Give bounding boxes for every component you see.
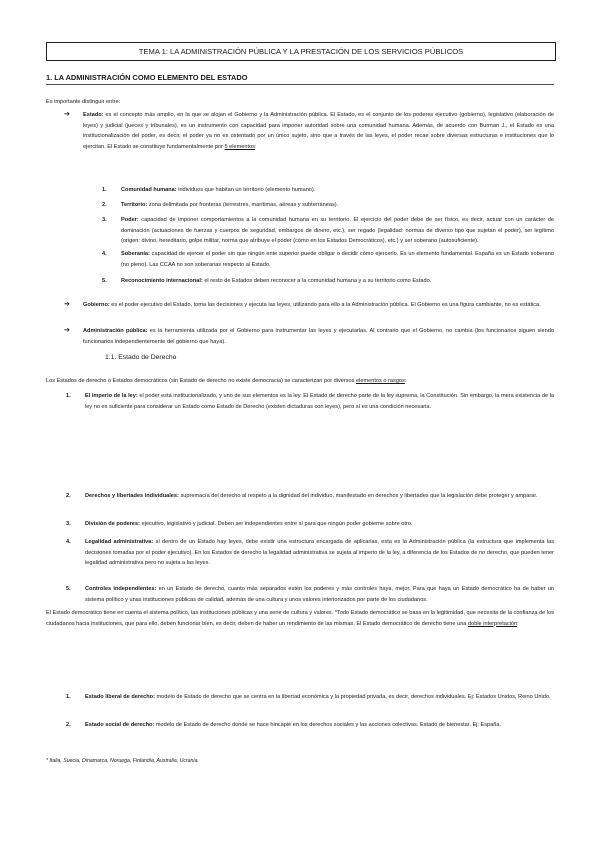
estado-label: Estado:: [83, 112, 104, 118]
element-item: [121, 185, 554, 196]
rasgo-label: Derechos y libertades individuales:: [85, 493, 179, 499]
interp-item: [85, 720, 554, 731]
rasgos-intro-text: Los Estados de derecho o Estados democráticos (sin Estado de derecho no existe democracia) se caracterizan por diversos: [46, 378, 355, 384]
gobierno-label: Gobierno:: [83, 302, 110, 308]
rasgo-item: [85, 391, 554, 412]
interp-label: Estado liberal de derecho:: [85, 694, 155, 700]
estado-paragraph: [83, 110, 554, 152]
democratic-after: :: [517, 620, 519, 627]
admin-label: Administración pública:: [83, 328, 148, 334]
rasgo-text: el poder está institucionalizado, y uno de sus elementos es la ley. El Estado de derecho parte de la ley suprema, la Constitución. Sin embargo, la mera existencia de la ley no es suficiente para considerar un Estado como Estado de Derecho (existen dictaduras con leyes), pero sí es una condición necesaria.: [85, 393, 554, 410]
rasgos-intro: [46, 376, 554, 387]
element-item: [121, 249, 554, 270]
estado-elements-link: 5 elementos: [224, 143, 255, 150]
democratic-link: doble interpretación: [467, 620, 518, 627]
arrow-bullet-icon: ➔: [64, 327, 70, 334]
interp-number: 2.: [66, 722, 71, 728]
rasgo-text: ejecutivo, legislativo y judicial. Deben ser independientes entre sí para que ningún poder gobierne sobre otro.: [141, 521, 413, 527]
intro-text: Es importante distinguir entre:: [46, 99, 121, 105]
element-label: Soberanía:: [121, 251, 150, 257]
element-item: [121, 200, 554, 211]
arrow-bullet-icon: ➔: [64, 111, 70, 118]
rasgo-item: [85, 491, 554, 502]
rasgos-link: elementos o rasgos: [356, 378, 405, 384]
rasgo-number: 2.: [66, 493, 71, 499]
rasgo-text: en un Estado de derecho, cuanto más separados estén los poderes y más controles haya, mejor. Para que haya un Estado democrático ha de haber un sistema político y unas instituciones públicas de calidad, además de una cultura y unos valores interiorizados por parte de los ciudadanos.: [85, 586, 554, 603]
element-number: 2.: [102, 202, 107, 208]
gobierno-paragraph: [83, 300, 554, 311]
element-label: Territorio:: [121, 202, 148, 208]
page-title: TEMA 1: LA ADMINISTRACIÓN PÚBLICA Y LA PRESTACIÓN DE LOS SERVICIOS PÚBLICOS: [46, 42, 556, 61]
footnote: * Italia, Suecia, Dinamarca, Noruega, Finlandia, Australia, Ucrania.: [46, 758, 199, 764]
interp-label: Estado social de derecho:: [85, 722, 155, 728]
section-heading-1-1: 1.1. Estado de Derecho: [105, 354, 177, 361]
interp-text: modelo de Estado de derecho que se centra en la libertad económica y la propiedad privada, es decir, derechos individuales. Ej: Estados Unidos, Reino Unido.: [156, 694, 551, 700]
element-label: Reconocimiento internacional:: [121, 278, 203, 284]
element-text: zona delimitada por fronteras (terrestres, marítimas, aéreas y subterráneas).: [148, 202, 339, 208]
rasgo-text: supremacía del derecho al respeto a la dignidad del individuo, manifestado en derechos y libertades que la legislación debe proteger y amparar.: [180, 493, 538, 499]
democratic-text: El Estado democrático tiene en cuenta el sistema político, las instituciones públicas y una serie de cultura y valores. *Todo Estado democrático se basa en la legitimidad, que necesita de la confianza de los ciudadanos hacia instituciones, que para ello, deben funcionar bien, es decir, deben de haber un rendimiento de las mismas. El Estado democrático de derecho tiene una: [46, 610, 554, 627]
rasgo-number: 3.: [66, 521, 71, 527]
element-text: capacidad de ejercer el poder sin que ningún ente superior puede obligar o decidir cómo ejercerlo. Es un elemento fundamental. España es un Estado soberano (no pleno). Las CCAA no son soberanas respecto al Estado.: [121, 251, 554, 268]
element-label: Comunidad humana:: [121, 187, 177, 193]
interp-item: [85, 692, 554, 703]
rasgo-item: [85, 537, 554, 569]
element-number: 1.: [102, 187, 107, 193]
rasgo-number: 4.: [66, 539, 71, 545]
rasgo-text: si dentro de un Estado hay leyes, debe existir una estructura encargada de aplicarlas, esta es la Administración pública (la estructura que implementa las decisiones tomadas por el poder ejecutivo). En los Estados de derecho la legalidad administrativa se sujeta al imperio de la ley, a diferencia de los Estados de no derecho, que pueden tener legalidad administrativa pero no sujeta a las leyes.: [85, 539, 555, 567]
rasgo-number: 1.: [66, 393, 71, 399]
rasgo-label: El imperio de la ley:: [85, 393, 138, 399]
rasgo-label: Controles independientes:: [85, 586, 157, 592]
section-heading-rule: [46, 84, 554, 85]
section-heading-1: 1. LA ADMINISTRACIÓN COMO ELEMENTO DEL ESTADO: [46, 73, 248, 82]
democratic-paragraph: [46, 608, 554, 629]
admin-text: es la herramienta utilizada por el Gobierno para instrumentar las leyes y ejecutarlas. Al contrario que el Gobierno, no cambia (los funcionarios siguen siendo funcionarios independientemente del gobierno que haya).: [83, 328, 554, 345]
rasgos-after: :: [404, 378, 407, 384]
element-item: [121, 215, 554, 247]
element-label: Poder:: [121, 217, 139, 223]
interp-number: 1.: [66, 694, 71, 700]
estado-after: :: [254, 143, 257, 150]
rasgo-item: [85, 584, 554, 605]
gobierno-text: es el poder ejecutivo del Estado, toma las decisiones y ejecuta las leyes, utilizando para ello a la Administración pública. El Gobierno es una figura cambiante, no es estática.: [111, 302, 541, 308]
element-number: 4.: [102, 251, 107, 257]
rasgo-label: División de poderes:: [85, 521, 141, 527]
element-item: [121, 276, 554, 287]
element-text: el resto de Estados deben reconocer a la comunidad humana y a su territorio como Estado.: [204, 278, 432, 284]
element-text: capacidad de imponer comportamientos a la comunidad humana en su territorio. El ejercicio del poder debe de ser físico, es decir, actuar con un carácter de dominación (actuaciones de fuerzas y cuerpos de seguridad, embargos de dinero, etc.), ser regado (legalidad: normas de diverso tipo que sujetan el poder), ser legítimo (origen: divino, hereditario, golpe militar, norma que atribuye el poder (cómo en los Estados Democráticos), etc.) y ser soberano (autosuficiente).: [121, 217, 554, 245]
rasgo-label: Legalidad administrativa:: [85, 539, 154, 545]
element-number: 5.: [102, 278, 107, 284]
interp-text: modelo de Estado de derecho donde se hace hincapié en los derechos sociales y las acciones colectivas. Estado de bienestar. Ej: España.: [155, 722, 502, 728]
arrow-bullet-icon: ➔: [64, 301, 70, 308]
element-text: individuos que habitan un territorio (elemento humano).: [178, 187, 316, 193]
element-number: 3.: [102, 217, 107, 223]
admin-paragraph: [83, 326, 554, 347]
rasgo-item: [85, 519, 554, 530]
estado-text: es el concepto más amplio, en la que se alojan el Gobierno y la Administración pública. El Estado, es el conjunto de los poderes ejecutivo (gobierno), legislativo (elaboración de leyes) y judicial (jueces y tribunales), es un instrumento con capacidad para imponer autoridad sobre una comunidad humana. Además, de acuerdo con Burman J., el Estado es una institucionalización del poder, es decir, el poder ya no es ostentado por un único sujeto, sino que a través de las leyes, el poder recae sobre diversas estructuras e instituciones que lo ejercitan. El Estado se constituye fundamentalmente por: [83, 112, 554, 150]
rasgo-number: 5.: [66, 586, 71, 592]
